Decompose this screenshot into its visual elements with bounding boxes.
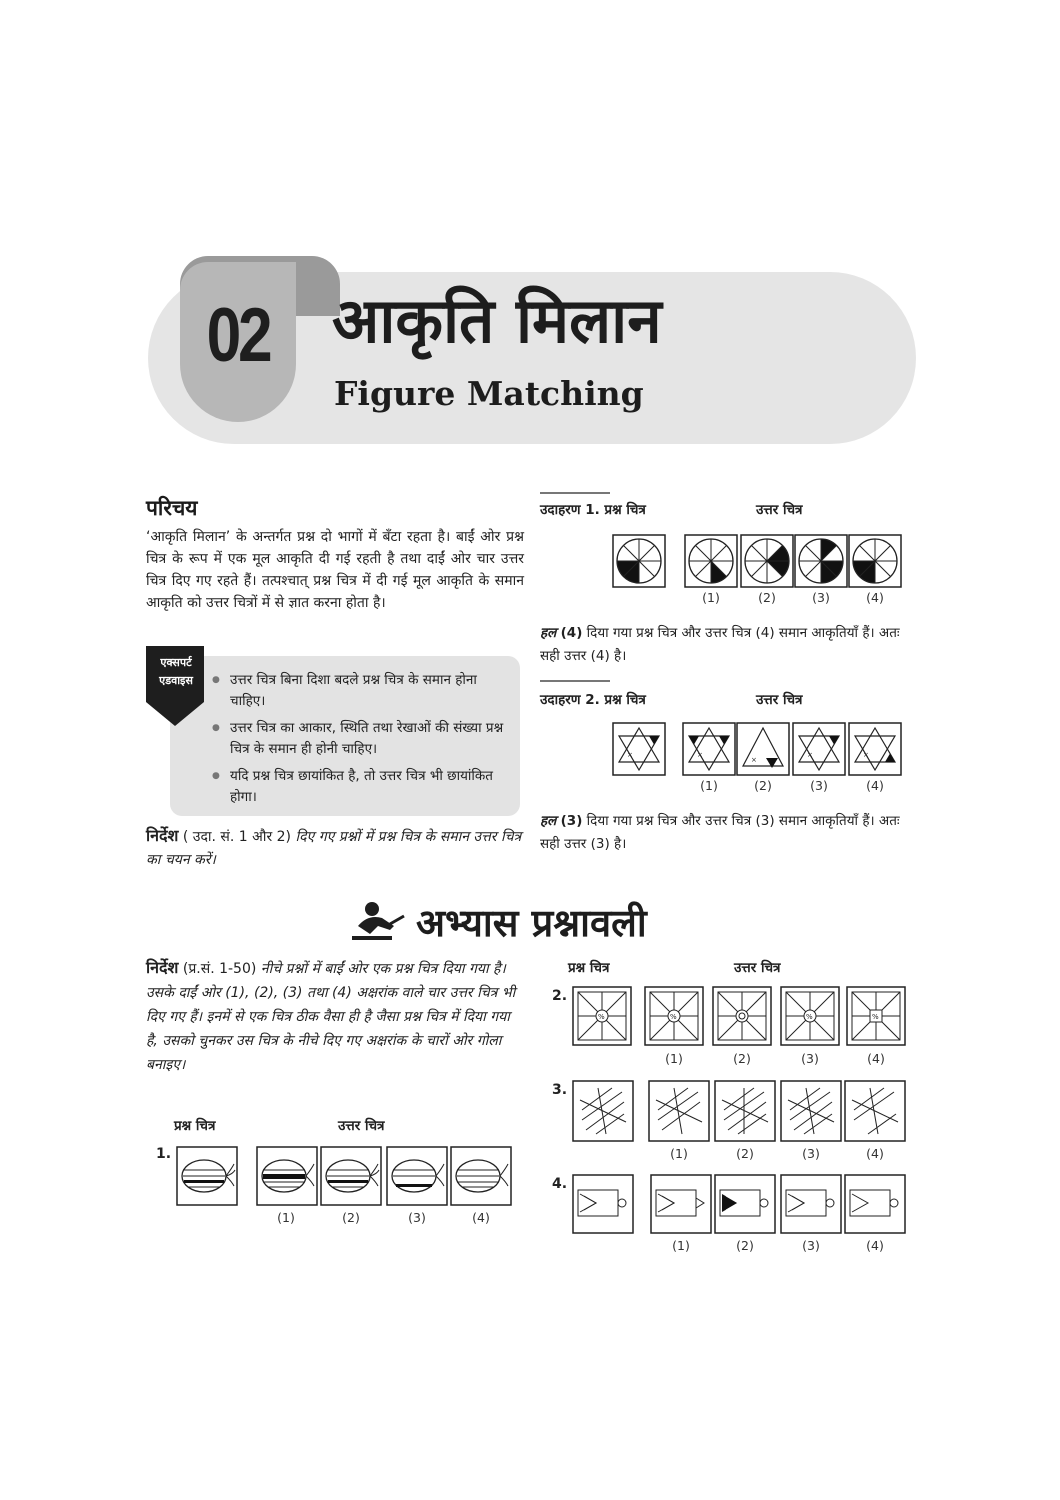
example2-option-figure (848, 722, 902, 776)
q1-option-figure (320, 1146, 382, 1206)
q4-option-figure (650, 1174, 712, 1234)
example2-option-figure (682, 722, 736, 776)
expert-advice-badge-label (148, 654, 204, 690)
q3-option-figure (714, 1080, 776, 1142)
question-number: 1. (156, 1146, 172, 1162)
example2-option-number: (3) (810, 778, 828, 793)
answer-figure-label: उत्तर चित्र (734, 960, 781, 976)
q2-option-number: (1) (665, 1051, 683, 1066)
q3-option-figure (648, 1080, 710, 1142)
examples-direction (146, 824, 524, 872)
q1-option-figure (450, 1146, 512, 1206)
q2-option-figure (780, 986, 840, 1046)
q1-option-number: (3) (408, 1210, 426, 1225)
example2-answer-label: उत्तर चित्र (756, 692, 803, 708)
intro-paragraph: ‘आकृति मिलान’ के अन्तर्गत प्रश्न दो भागों में बँटा रहता है। बाईं ओर प्रश्न चित्र के रूप में एक मूल आकृति दी गई रहती है तथा दाईं ओर चार उत्तर चित्र दिए गए रहते हैं। तत्पश्चात् प्रश्न चित्र में दी गई मूल आकृति के समान आकृति को उत्तर चित्रों में से ज्ञात करना होता है। (146, 529, 524, 611)
example1-option-figure (740, 534, 794, 588)
answer-figure-label: उत्तर चित्र (338, 1118, 385, 1134)
q1-option-number: (1) (277, 1210, 295, 1225)
svg-text:×: × (863, 751, 869, 759)
q2-option-figure (846, 986, 906, 1046)
question-figure-label: प्रश्न चित्र (568, 960, 610, 976)
q2-option-figure (644, 986, 704, 1046)
svg-text:×: × (697, 751, 703, 759)
q4-option-figure (714, 1174, 776, 1234)
q2-question-figure (572, 986, 632, 1046)
example1-option-figure (794, 534, 848, 588)
example2-option-number: (4) (866, 778, 884, 793)
q3-option-figure (844, 1080, 906, 1142)
q1-option-figure (256, 1146, 318, 1206)
svg-text:%: % (670, 1013, 677, 1021)
example1-answer-label: उत्तर चित्र (756, 502, 803, 518)
chapter-number: 02 (206, 293, 270, 378)
direction-lead: निर्देश (146, 958, 179, 977)
badge-line-2: एडवाइस (159, 674, 193, 687)
svg-text:%: % (872, 1013, 879, 1021)
svg-text:%: % (806, 1013, 813, 1021)
example2-rule (540, 680, 610, 682)
example2-solution (540, 810, 900, 856)
solution-tag: हल (540, 625, 557, 641)
q3-option-figure (780, 1080, 842, 1142)
direction-lead: निर्देश (146, 826, 179, 845)
practice-direction (146, 956, 524, 1077)
example1-rule (540, 492, 610, 494)
question-number: 4. (552, 1176, 568, 1192)
example1-option-number: (3) (812, 590, 830, 605)
expert-tip: ● यदि प्रश्न चित्र छायांकित है, तो उत्तर चित्र भी छायांकित होगा। (212, 766, 512, 808)
q2-option-number: (4) (867, 1051, 885, 1066)
q1-option-figure (386, 1146, 448, 1206)
chapter-title-english: Figure Matching (334, 374, 644, 413)
q3-option-number: (4) (866, 1146, 884, 1161)
example1-option-figure (848, 534, 902, 588)
expert-tip: ● उत्तर चित्र बिना दिशा बदले प्रश्न चित्र के समान होना चाहिए। (212, 670, 512, 712)
example2-option-number: (1) (700, 778, 718, 793)
example2-option-figure (792, 722, 846, 776)
q4-option-number: (2) (736, 1238, 754, 1253)
direction-range: (प्र.सं. 1-50) (182, 961, 257, 977)
example2-option-figure (736, 722, 790, 776)
example2-question-figure (612, 722, 666, 776)
direction-text: दिए गए प्रश्नों में प्रश्न चित्र के समान उत्तर चित्र का चयन करें। (146, 829, 522, 868)
q1-option-number: (4) (472, 1210, 490, 1225)
q2-option-figure (712, 986, 772, 1046)
q4-option-number: (4) (866, 1238, 884, 1253)
svg-text:×: × (807, 751, 813, 759)
solution-tag: हल (540, 813, 557, 829)
q4-option-figure (780, 1174, 842, 1234)
example2-label: उदाहरण 2. प्रश्न चित्र (540, 692, 646, 708)
expert-tips-list (212, 670, 512, 814)
example2-option-number: (2) (754, 778, 772, 793)
direction-range: ( उदा. सं. 1 और 2) (182, 829, 291, 845)
q4-option-figure (844, 1174, 906, 1234)
q4-option-number: (3) (802, 1238, 820, 1253)
solution-text: दिया गया प्रश्न चित्र और उत्तर चित्र (4) समान आकृतियाँ हैं। अतः सही उत्तर (4) है। (540, 625, 900, 664)
badge-line-1: एक्सपर्ट (160, 656, 192, 669)
svg-text:×: × (627, 751, 633, 759)
q4-option-number: (1) (672, 1238, 690, 1253)
example1-question-figure (612, 534, 666, 588)
writing-hand-icon (350, 900, 406, 944)
direction-text: नीचे प्रश्नों में बाईं ओर एक प्रश्न चित्र दिया गया है। उसके दाईं ओर (1), (2), (3) तथा (4) अक्षरांक वाले चार उत्तर चित्र भी दिए गए हैं। इनमें से एक चित्र ठीक वैसा ही है जैसा प्रश्न चित्र में दिया गया है, उसको चुनकर उस चित्र के नीचे दिए गए अक्षरांक के चारों ओर गोला बनाइए। (146, 961, 516, 1073)
q3-question-figure (572, 1080, 634, 1142)
example1-option-number: (1) (702, 590, 720, 605)
q1-question-figure (176, 1146, 238, 1206)
q3-option-number: (1) (670, 1146, 688, 1161)
q1-option-number: (2) (342, 1210, 360, 1225)
example1-option-number: (2) (758, 590, 776, 605)
svg-text:%: % (598, 1013, 605, 1021)
question-number: 3. (552, 1082, 568, 1098)
example1-option-figure (684, 534, 738, 588)
expert-tip: ● उत्तर चित्र का आकार, स्थिति तथा रेखाओं की संख्या प्रश्न चित्र के समान ही होनी चाहिए। (212, 718, 512, 760)
q4-question-figure (572, 1174, 634, 1234)
practice-title: अभ्यास प्रश्नावली (416, 901, 647, 945)
solution-text: दिया गया प्रश्न चित्र और उत्तर चित्र (3) समान आकृतियाँ हैं। अतः सही उत्तर (3) है। (540, 813, 900, 852)
question-figure-label: प्रश्न चित्र (174, 1118, 216, 1134)
q2-option-number: (2) (733, 1051, 751, 1066)
chapter-title-hindi: आकृति मिलान (332, 284, 662, 357)
q3-option-number: (2) (736, 1146, 754, 1161)
solution-number: (4) (560, 625, 583, 641)
intro-heading: परिचय (146, 496, 198, 520)
example1-solution (540, 622, 900, 668)
q3-option-number: (3) (802, 1146, 820, 1161)
question-number: 2. (552, 988, 568, 1004)
example1-option-number: (4) (866, 590, 884, 605)
q2-option-number: (3) (801, 1051, 819, 1066)
svg-text:×: × (751, 756, 757, 764)
example1-label: उदाहरण 1. प्रश्न चित्र (540, 502, 646, 518)
solution-number: (3) (560, 813, 583, 829)
